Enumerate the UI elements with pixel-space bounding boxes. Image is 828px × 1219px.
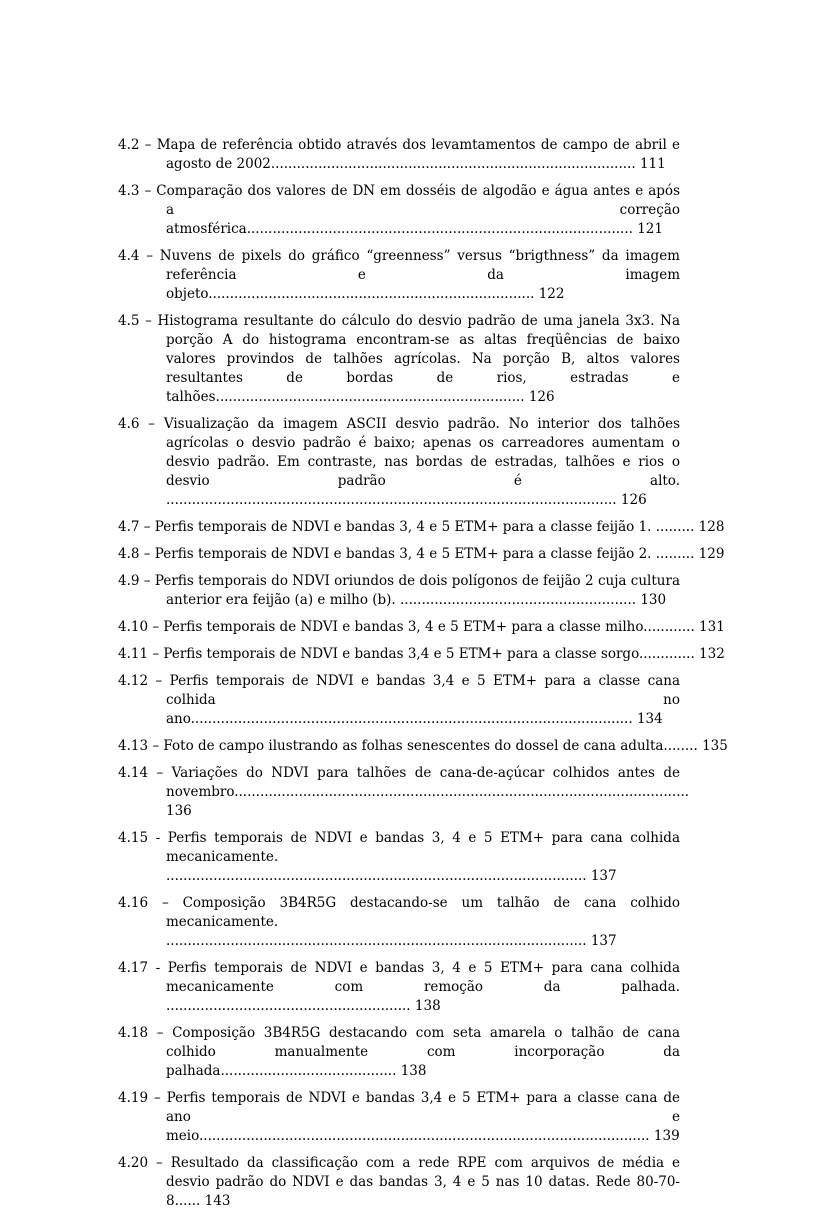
toc-entry-page-number: 121	[637, 221, 663, 237]
toc-entry[interactable]	[118, 618, 725, 637]
toc-entry[interactable]	[118, 182, 680, 239]
toc-entry-page-number: 126	[620, 492, 647, 508]
toc-entry-text: 4.16 – Composição 3B4R5G destacando-se um talhão de cana colhido mecanicamente. ..................................................................................................	[118, 895, 680, 949]
toc-entry-text: 4.7 – Perfis temporais de NDVI e bandas 3, 4 e 5 ETM+ para a classe feijão 1. .........	[118, 519, 695, 535]
toc-entry-page-number: 134	[636, 711, 663, 727]
toc-entry[interactable]	[118, 829, 680, 886]
toc-entry[interactable]	[118, 959, 680, 1016]
toc-entry-text: 4.19 – Perfis temporais de NDVI e bandas 3,4 e 5 ETM+ para a classe cana de ano e meio.........................................................................................................	[118, 1090, 680, 1144]
toc-entry-page-number: 122	[538, 286, 565, 302]
toc-entry-page-number: 143	[204, 1193, 231, 1209]
toc-entry-text: 4.15 - Perfis temporais de NDVI e bandas 3, 4 e 5 ETM+ para cana colhida mecanicamente. ..................................................................................................	[118, 830, 680, 884]
toc-entry[interactable]	[118, 1024, 680, 1081]
toc-entry-text: 4.12 – Perfis temporais de NDVI e bandas 3,4 e 5 ETM+ para a classe cana colhida no ano.......................................................................................................	[118, 673, 680, 727]
toc-entry-text: 4.18 – Composição 3B4R5G destacando com seta amarela o talhão de cana colhido manualmente com incorporação da palhada.........................................	[118, 1025, 680, 1079]
toc-entry-page-number: 111	[639, 156, 666, 172]
toc-entry[interactable]	[118, 645, 725, 664]
toc-entry-page-number: 137	[590, 868, 617, 884]
toc-entry[interactable]	[118, 737, 728, 756]
toc-entry[interactable]	[118, 415, 680, 510]
toc-entry-text: 4.11 – Perfis temporais de NDVI e bandas 3,4 e 5 ETM+ para a classe sorgo.............	[118, 646, 695, 662]
toc-entry[interactable]	[118, 1089, 680, 1146]
toc-entry-page-number: 129	[698, 546, 725, 562]
toc-entry-page-number: 131	[699, 619, 725, 635]
toc-entry-text: 4.13 – Foto de campo ilustrando as folhas senescentes do dossel de cana adulta........	[118, 738, 698, 754]
toc-entry[interactable]	[118, 894, 680, 951]
toc-entry-text: 4.10 – Perfis temporais de NDVI e bandas 3, 4 e 5 ETM+ para a classe milho............	[118, 619, 695, 635]
toc-entry-page-number: 135	[702, 738, 728, 754]
toc-entry-text: 4.14 – Variações do NDVI para talhões de cana-de-açúcar colhidos antes de novembro..........................................................................................................	[118, 765, 690, 800]
toc-entry[interactable]	[118, 312, 680, 407]
toc-entry-text: 4.8 – Perfis temporais de NDVI e bandas 3, 4 e 5 ETM+ para a classe feijão 2. .........	[118, 546, 695, 562]
toc-entry-text: 4.9 – Perfis temporais do NDVI oriundos de dois polígonos de feijão 2 cuja cultura anterior era feijão (a) e milho (b). .......................................................	[118, 573, 680, 608]
toc-entry-text: 4.20 – Resultado da classificação com a rede RPE com arquivos de média e desvio padrão do NDVI e das bandas 3, 4 e 5 nas 10 datas. Rede 80-70-8......	[118, 1155, 680, 1209]
toc-entry-text: 4.17 - Perfis temporais de NDVI e bandas 3, 4 e 5 ETM+ para cana colhida mecanicamente com remoção da palhada. .........................................................	[118, 960, 680, 1014]
toc-entry-page-number: 130	[640, 592, 667, 608]
toc-entry[interactable]	[118, 572, 680, 610]
toc-entry[interactable]	[118, 247, 680, 304]
toc-entry-text: 4.6 – Visualização da imagem ASCII desvio padrão. No interior dos talhões agrícolas o desvio padrão é baixo; apenas os carreadores aumentam o desvio padrão. Em contraste, nas bordas de estradas, talhões e rios o desvio padrão é alto. .........................................................................................................	[118, 416, 680, 508]
toc-entry[interactable]	[118, 764, 690, 821]
toc-entry-text: 4.5 – Histograma resultante do cálculo do desvio padrão de uma janela 3x3. Na porção A do histograma encontram-se as altas freqüências de baixo valores provindos de talhões agrícolas. Na porção B, altos valores resultantes de bordas de rios, estradas e talhões........................................................................	[118, 313, 680, 405]
toc-entry-page-number: 138	[414, 998, 441, 1014]
toc-entry[interactable]	[118, 136, 680, 174]
toc-entry-page-number: 128	[698, 519, 725, 535]
toc-entry-page-number: 132	[699, 646, 725, 662]
toc-entry-page-number: 138	[400, 1063, 427, 1079]
toc-entry[interactable]	[118, 518, 725, 537]
toc-entry[interactable]	[118, 672, 680, 729]
toc-entry[interactable]	[118, 1154, 680, 1211]
toc-entry-text: 4.2 – Mapa de referência obtido através dos levamtamentos de campo de abril e agosto de 2002.....................................................................................	[118, 137, 680, 172]
toc-entry-text: 4.4 – Nuvens de pixels do gráfico “greenness” versus “brigthness” da imagem referência e da imagem objeto............................................................................	[118, 248, 680, 302]
toc-entry[interactable]	[118, 545, 725, 564]
toc-entry-page-number: 126	[528, 389, 555, 405]
list-of-figures	[118, 136, 728, 1219]
toc-entry-page-number: 137	[590, 933, 617, 949]
toc-entry-text: 4.3 – Comparação dos valores de DN em dosséis de algodão e água antes e após a correção atmosférica..........................................................................................	[118, 183, 680, 237]
toc-entry-page-number: 139	[653, 1128, 680, 1144]
toc-entry-page-number: 136	[166, 803, 192, 819]
